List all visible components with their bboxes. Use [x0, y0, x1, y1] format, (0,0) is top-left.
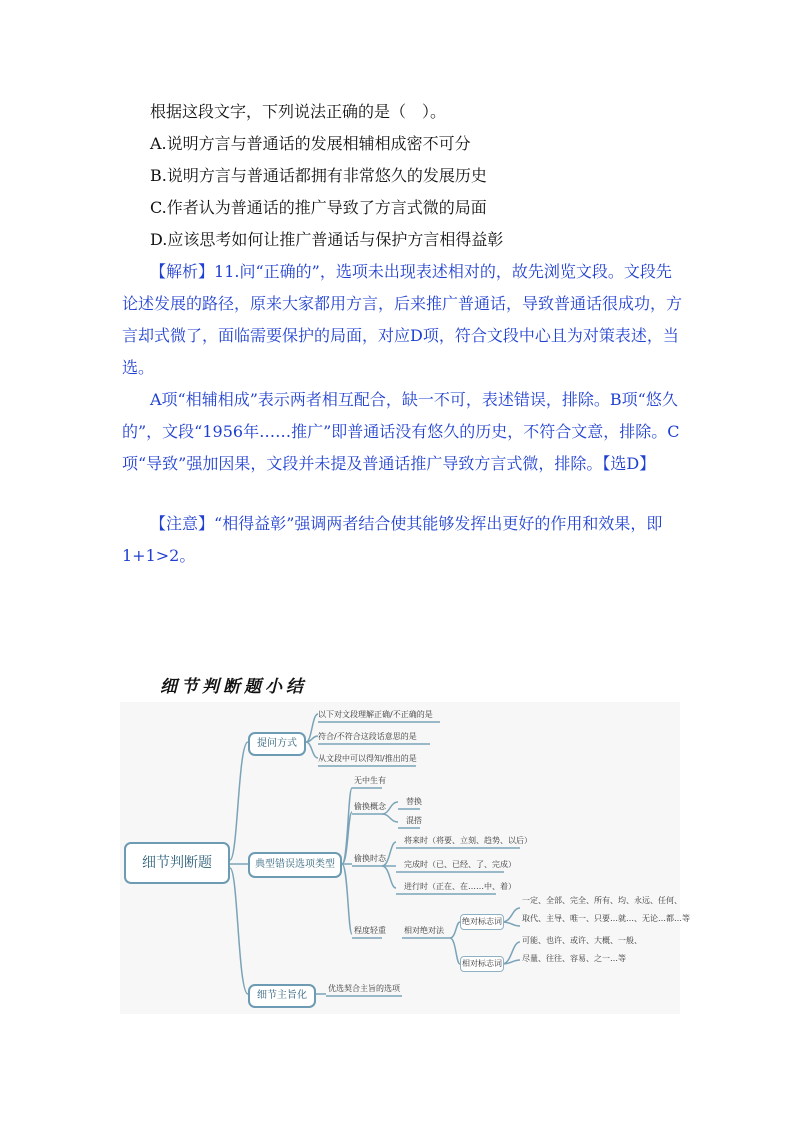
- option-b: B.说明方言与普通话都拥有非常悠久的发展历史: [150, 166, 487, 185]
- note-text: “相得益彰”强调两者结合使其能够发挥出更好的作用和效果，即1+1>2。: [122, 514, 663, 565]
- question-stem: 根据这段文字，下列说法正确的是（ ）。: [150, 102, 447, 121]
- mindmap: [120, 702, 690, 1014]
- analysis-paragraph-2: [122, 384, 682, 480]
- analysis-paragraph-1: [122, 256, 682, 384]
- qingzhong-label: 程度轻重: [354, 926, 386, 935]
- gainian-item: 替换: [406, 797, 422, 806]
- juedui-words: 一定、全部、完全、所有、均、永远、任何、: [522, 896, 682, 905]
- analysis-text-1: 11.问“正确的”，选项未出现表述相对的，故先浏览文段。文段先论述发展的路径，原来大家都用方言，后来推广普通话，导致普通话很成功，方言却式微了，面临需要保护的局面，对应D项，符合文段中心且为对策表述，当选。: [122, 262, 683, 377]
- xiangdui-box: 相对标志词: [460, 956, 504, 972]
- analysis-tag: 【解析】: [150, 262, 215, 281]
- branch-tiwen-item: 从文段中可以得知/推出的是: [318, 754, 417, 763]
- wuzhong-label: 无中生有: [354, 776, 386, 785]
- juedui-words: 取代、主导、唯一、只要…就…、无论…都…等: [522, 914, 690, 923]
- branch-zhuzhi: 细节主旨化: [248, 984, 316, 1008]
- xiangdui-method-label: 相对绝对法: [404, 926, 444, 935]
- option-c: C.作者认为普通话的推广导致了方言式微的局面: [150, 198, 487, 217]
- branch-tiwen: 提问方式: [248, 732, 306, 756]
- branch-tiwen-item: 以下对文段理解正确/不正确的是: [318, 710, 433, 719]
- branch-cuowu: 典型错误选项类型: [248, 852, 342, 878]
- option-d: D.应该思考如何让推广普通话与保护方言相得益彰: [150, 230, 504, 249]
- gainian-item: 混搭: [406, 816, 422, 825]
- connector-root-b3: [230, 868, 248, 994]
- shitai-item: 进行时（正在、在……中、着）: [404, 882, 516, 891]
- xiangdui-words: 尽量、往往、容易、之一…等: [522, 954, 626, 963]
- mindmap-root: 细节判断题: [124, 842, 230, 884]
- connector-root-b1: [230, 742, 248, 860]
- option-a: A.说明方言与普通话的发展相辅相成密不可分: [150, 134, 471, 153]
- note-paragraph: [122, 508, 682, 572]
- xiangdui-words: 可能、也许、或许、大概、一般、: [522, 936, 642, 945]
- juedui-box: 绝对标志词: [460, 914, 504, 930]
- zhuzhi-item: 优选契合主旨的选项: [328, 984, 400, 993]
- analysis-text-2: A项“相辅相成”表示两者相互配合，缺一不可，表述错误，排除。B项“悠久的”，文段“1956年……推广”即普通话没有悠久的历史，不符合文意，排除。C项“导致”强加因果，文段并未提及普通话推广导致方言式微，排除。【选D】: [122, 390, 680, 473]
- gainian-label: 偷换概念: [354, 802, 386, 811]
- branch-tiwen-item: 符合/不符合这段话意思的是: [318, 732, 417, 741]
- shitai-item: 完成时（已、已经、了、完成）: [404, 860, 516, 869]
- shitai-label: 偷换时态: [354, 854, 386, 863]
- mindmap-title: 细节判断题小结: [160, 677, 307, 697]
- note-tag: 【注意】: [150, 514, 215, 533]
- shitai-item: 将来时（将要、立刻、趋势、以后）: [404, 836, 532, 845]
